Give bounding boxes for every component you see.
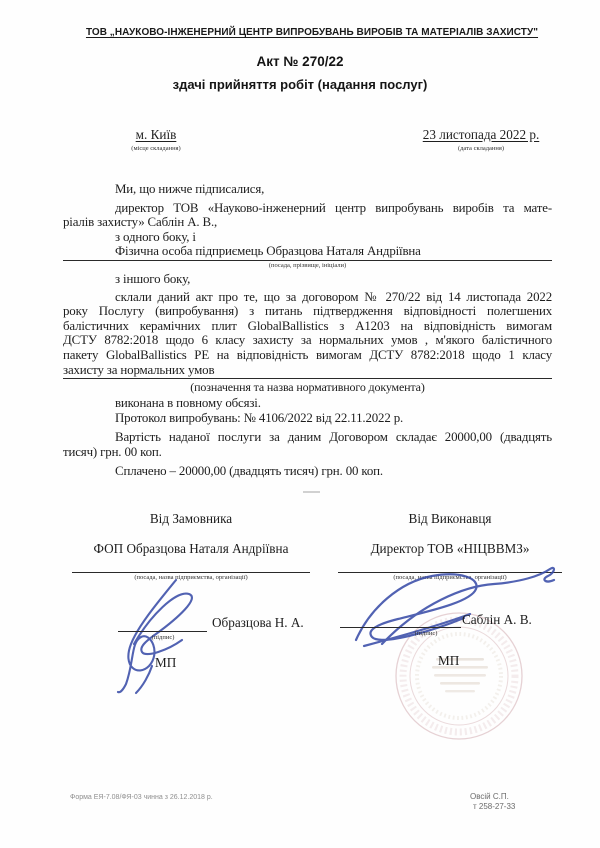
cost-line: Вартість наданої послуги за даним Договором складає 20000,00 (двадцять <box>115 430 552 445</box>
intro-line: ріалів захисту» Саблін А. В., <box>63 215 218 230</box>
parties-intro-lines <box>63 182 552 261</box>
scan-dash-artifact <box>303 491 320 493</box>
customer-seal-label: МП <box>155 655 177 670</box>
customer-role-header: Від Замовника <box>149 511 233 526</box>
act-number-title: Акт № 270/22 <box>256 54 344 69</box>
paid-line: Сплачено – 20000,00 (двадцять тисяч) грн. 00 коп. <box>115 464 383 479</box>
date-of-drafting <box>420 127 542 153</box>
subject-line: ДСТУ 8782:2018 щодо 6 класу захисту за нормальних умов , м'якого балістичного <box>63 333 552 348</box>
position-name-caption: (посада, прізвище, ініціали) <box>268 261 347 269</box>
subject-line: року Послугу (випробування) з питань підтвердження відповідності полегшених <box>63 304 552 319</box>
subject-line: з іншого боку, <box>115 272 191 286</box>
customer-org-rule <box>72 572 310 573</box>
contact-phone: т 258-27-33 <box>473 802 516 811</box>
parties-intro-block <box>63 182 552 270</box>
results-line: виконана в повному обсязі. <box>115 396 261 410</box>
date-value: 23 листопада 2022 р. <box>422 127 540 142</box>
contractor-org-rule <box>338 572 562 573</box>
form-reference: Форма ЕЯ-7.08/ФЯ-03 чинна з 26.12.2018 р. <box>70 794 213 801</box>
contractor-role-header: Від Виконавця <box>408 511 492 526</box>
contractor-signature-column <box>338 511 562 582</box>
contractor-seal-label: МП <box>438 653 460 668</box>
normative-document-caption: (позначення та назва нормативного документа) <box>190 380 425 395</box>
intro-line: директор ТОВ «Науково-інженерний центр випробувань виробів та мате- <box>115 200 552 215</box>
contractor-sign-line <box>340 627 461 628</box>
contact-block <box>470 792 515 812</box>
intro-line: Фізична особа підприємець Образцова Наталя Андріївна <box>115 244 421 259</box>
subject-line: пакету GlobalBallistics РЕ на відповідність вимогам ДСТУ 8782:2018 щодо 1 класу <box>63 347 552 362</box>
customer-sign-line <box>118 631 207 632</box>
results-block <box>63 396 552 479</box>
cost-line: тисяч) грн. 00 коп. <box>63 444 162 459</box>
act-subject-lines <box>63 272 552 379</box>
contractor-org: Директор ТОВ «НІЦВВМЗ» <box>370 541 530 556</box>
protocol-line: Протокол випробувань: № 4106/2022 від 22.11.2022 р. <box>115 410 404 425</box>
subject-line: балістичних керамічних плит GlobalBallistics з А1203 на відповідність вимогам <box>63 318 552 333</box>
subject-line: склали даний акт про те, що за договором № 270/22 від 14 листопада 2022 <box>115 289 552 304</box>
intro-line: з одного боку, і <box>115 229 196 244</box>
intro-line: Ми, що нижче підписалися, <box>115 182 265 196</box>
place-value: м. Київ <box>135 127 177 142</box>
contact-name: Овсій С.П. <box>470 792 509 801</box>
customer-sign-caption: (підпис) <box>151 634 175 641</box>
act-subject-block <box>63 272 552 394</box>
contractor-sign-caption: (підпис) <box>414 630 438 637</box>
customer-signature-column <box>72 511 310 582</box>
date-caption: (дата складання) <box>457 145 505 152</box>
customer-org-caption: (посада, назва підприємства, організації) <box>134 574 248 581</box>
place-caption: (місце складання) <box>131 145 181 152</box>
customer-signer-name: Образцова Н. А. <box>212 615 304 630</box>
place-of-drafting <box>118 127 194 153</box>
subject-line: захисту за нормальних умов <box>63 362 215 377</box>
act-subtitle: здачі прийняття робіт (надання послуг) <box>172 77 428 92</box>
organization-header: ТОВ „НАУКОВО-ІНЖЕНЕРНИЙ ЦЕНТР ВИПРОБУВАНЬ ВИРОБІВ ТА МАТЕРІАЛІВ ЗАХИСТУ" <box>85 27 539 38</box>
contractor-org-caption: (посада, назва підприємства, організації) <box>393 574 507 581</box>
contractor-signer-name: Саблін А. В. <box>462 612 532 627</box>
customer-org: ФОП Образцова Наталя Андріївна <box>93 541 289 556</box>
